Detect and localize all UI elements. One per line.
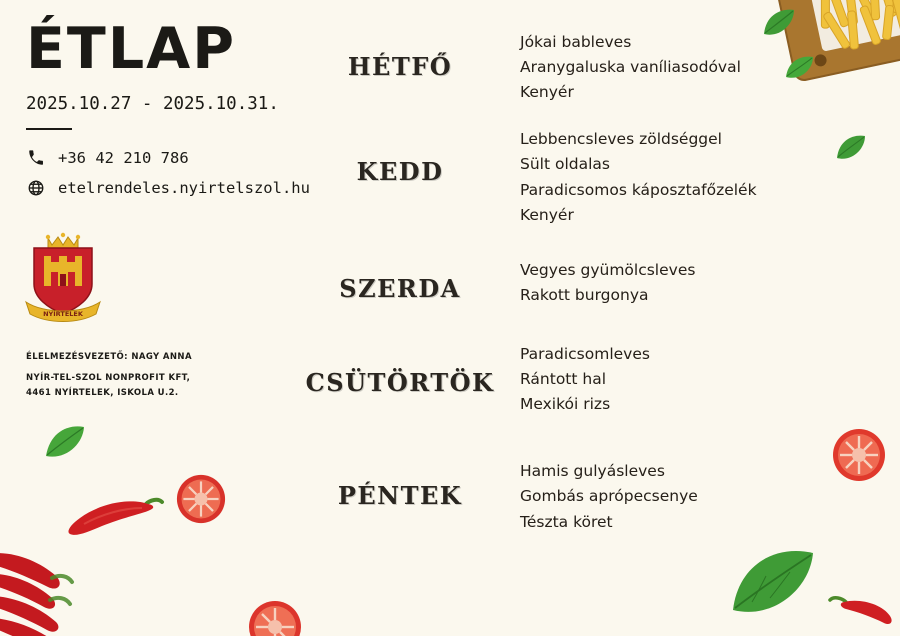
dish-item: Hamis gulyásleves — [520, 462, 665, 481]
basil-leaf-icon — [730, 548, 816, 618]
dish-list-thursday — [500, 342, 880, 417]
globe-icon — [26, 178, 46, 198]
phone-icon — [26, 148, 46, 168]
contact-website-row[interactable] — [26, 178, 310, 198]
page-title: ÉTLAP — [26, 16, 237, 82]
date-range: 2025.10.27 - 2025.10.31. — [26, 93, 279, 114]
menu-day-row — [300, 30, 880, 105]
dish-item: Sült oldalas — [520, 155, 610, 174]
chili-pepper-image — [826, 592, 896, 636]
dish-list-monday — [500, 30, 880, 105]
dish-list-tuesday — [500, 127, 880, 227]
dish-item: Rakott burgonya — [520, 285, 649, 304]
basil-leaf-icon — [44, 424, 86, 460]
day-label-monday: HÉTFŐ — [347, 52, 453, 81]
dish-item: Tészta köret — [520, 512, 613, 531]
phone-number: +36 42 210 786 — [58, 148, 189, 167]
coat-of-arms — [20, 228, 106, 324]
day-label-thursday: CSÜTÖRTÖK — [305, 367, 495, 397]
menu-day-row — [300, 342, 880, 417]
menu-day-row — [300, 258, 880, 308]
dish-item: Paradicsomleves — [520, 344, 650, 363]
dish-item: Kenyér — [520, 83, 574, 102]
dish-item: Kenyér — [520, 205, 574, 224]
dish-item: Paradicsomos káposztafőzelék — [520, 180, 757, 199]
menu-day-row — [300, 459, 880, 534]
day-label-tuesday: KEDD — [356, 157, 444, 187]
address-line: 4461 NYÍRTELEK, ISKOLA U.2. — [26, 387, 179, 398]
menu-day-row — [300, 127, 880, 227]
website-url: etelrendeles.nyirtelszol.hu — [58, 178, 310, 197]
chili-pepper-image — [62, 492, 166, 544]
poster-header — [26, 16, 310, 208]
dish-list-friday — [500, 459, 880, 534]
organization-info — [26, 350, 192, 401]
dish-list-wednesday — [500, 258, 880, 308]
crest-banner-text: NYÍRTELEK — [43, 310, 83, 318]
dish-item: Mexikói rizs — [520, 395, 611, 414]
tomato-slice-image — [176, 474, 226, 524]
dish-item: Lebbencsleves zöldséggel — [520, 130, 722, 149]
contact-phone-row[interactable] — [26, 148, 296, 168]
dish-item: Aranygaluska vaníliasodóval — [520, 58, 741, 77]
dish-item: Vegyes gyümölcsleves — [520, 260, 696, 279]
divider — [26, 128, 72, 130]
weekly-menu — [300, 18, 880, 539]
tomato-slice-image — [248, 600, 302, 636]
day-label-friday: PÉNTEK — [337, 481, 463, 511]
food-manager-line: ÉLELMEZÉSVEZETŐ: NAGY ANNA — [26, 352, 192, 362]
dish-item: Gombás aprópecsenye — [520, 487, 698, 506]
dish-item: Jókai bableves — [520, 33, 632, 51]
company-line: NYÍR-TEL-SZOL NONPROFIT KFT, — [26, 372, 191, 383]
day-label-wednesday: SZERDA — [339, 273, 461, 303]
dish-item: Rántott hal — [520, 370, 607, 389]
chili-bunch-image — [0, 548, 116, 636]
